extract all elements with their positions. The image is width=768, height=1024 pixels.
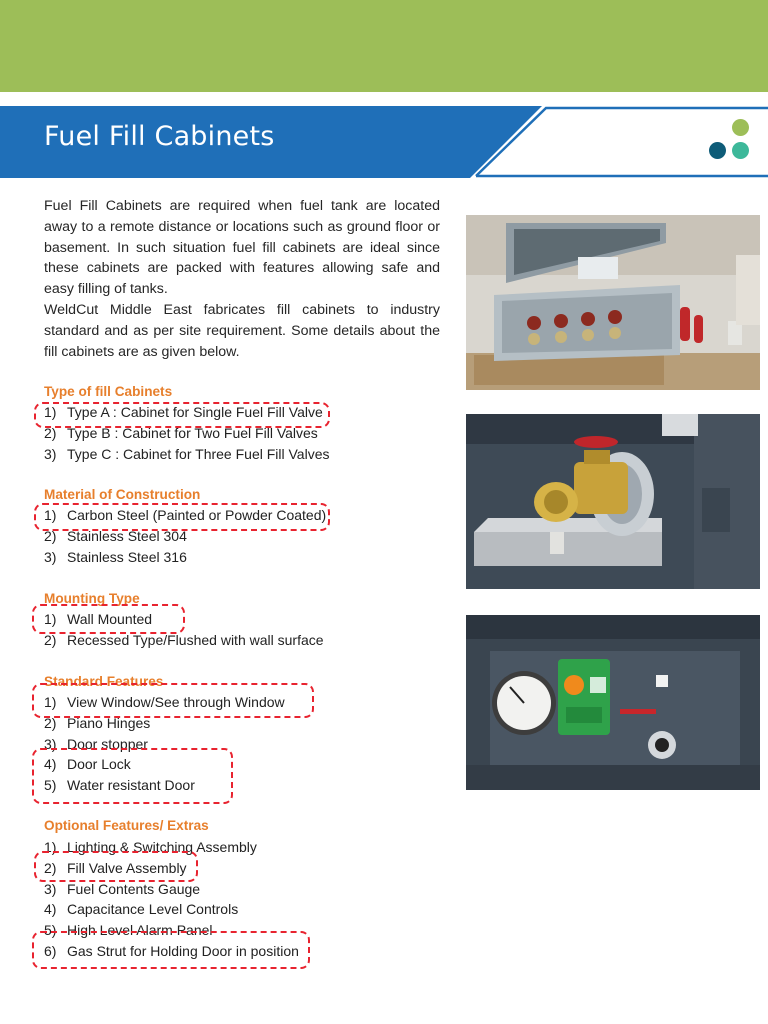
item-number: 2) [44,631,57,648]
item-number: 1) [44,694,57,710]
highlight-mark [32,931,310,969]
item-number: 2) [44,714,57,731]
dot-teal [732,142,749,159]
item-text: Recessed Type/Flushed with wall surface [67,631,324,648]
item-text: Capacitance Level Controls [67,901,239,918]
item-text: Type B : Cabinet for Two Fuel Fill Valves [67,424,318,441]
highlight-mark [34,503,330,531]
item-text: Carbon Steel (Painted or Powder Coated) [67,507,327,523]
highlight-mark [34,851,198,882]
item-text: Piano Hinges [67,714,151,731]
item-text: Lighting & Switching Assembly [67,839,257,855]
intro-text [44,196,440,362]
dot-green [732,119,749,136]
highlight-mark [32,683,314,718]
highlight-mark [34,402,330,428]
item-number: 6) [44,942,57,959]
item-number: 1) [44,611,57,627]
item-number: 3) [44,548,57,565]
item-text: Wall Mounted [67,611,153,627]
item-text: Fuel Contents Gauge [67,880,201,897]
item-text: Door Lock [67,756,131,773]
item-number: 1) [44,404,57,420]
intro-paragraph-2: WeldCut Middle East fabricates fill cabinets to industry standard and as per site requirement. Some details about the fill cabinets are as given below. [44,301,440,360]
highlight-mark [32,748,233,804]
item-number: 2) [44,859,57,876]
item-number: 1) [44,839,57,855]
item-text: View Window/See through Window [67,694,285,710]
photo-fill-valve [466,414,760,589]
item-text: Water resistant Door [67,777,195,794]
item-text: Stainless Steel 316 [67,548,187,565]
item-number: 5) [44,922,57,939]
item-number: 5) [44,777,57,794]
list-item [44,444,329,465]
page-title: Fuel Fill Cabinets [44,121,275,152]
photo-gauge-alarm-panel [466,615,760,790]
item-number: 2) [44,424,57,441]
section-title-type: Type of fill Cabinets [44,384,173,399]
item-number: 3) [44,735,57,752]
item-text: Fill Valve Assembly [67,859,187,876]
item-number: 2) [44,527,57,544]
item-number: 1) [44,507,57,523]
item-text: Type C : Cabinet for Three Fuel Fill Valves [67,445,330,462]
dot-navy [709,142,726,159]
item-text: Stainless Steel 304 [67,527,187,544]
list-item [44,899,299,920]
item-number: 4) [44,756,57,773]
section-title-standard: Standard Features [44,674,164,689]
item-number: 3) [44,880,57,897]
section-title-mounting: Mounting Type [44,591,140,606]
item-text: Door stopper [67,735,148,752]
highlight-mark [32,604,185,634]
item-text: High Level Alarm Panel [67,922,213,939]
section-title-optional: Optional Features/ Extras [44,818,209,833]
section-title-material: Material of Construction [44,487,201,502]
list-item [44,547,326,568]
item-text: Type A : Cabinet for Single Fuel Fill Valve [67,404,323,420]
top-color-bar [0,0,768,92]
item-text: Gas Strut for Holding Door in position [67,942,299,959]
photo-open-fill-cabinet [466,215,760,390]
intro-paragraph-1: Fuel Fill Cabinets are required when fuel tank are located away to a remote distance or locations such as ground floor or basement. In such situation fuel fill cabinets are ideal since these cabinets are packed with features allowing safe and easy filling of tanks. [44,198,440,298]
item-number: 4) [44,901,57,918]
item-number: 3) [44,445,57,462]
